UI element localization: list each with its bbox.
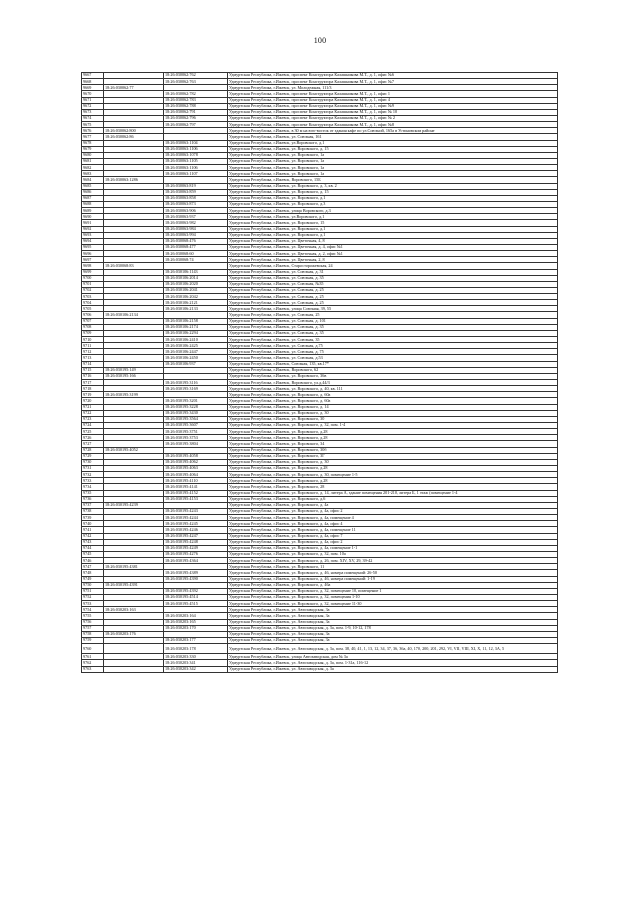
object-cadastral-number-cell: 18:26:030195:3201 (164, 398, 228, 404)
row-number-cell: 9741 (82, 527, 104, 533)
object-cadastral-number-cell: 18:26:030106:2042 (164, 294, 228, 300)
row-number-cell: 9745 (82, 551, 104, 557)
address-cell: Удмуртская Республика, г.Ижевск, ул. Автозаводская, д. 3а (228, 666, 558, 672)
address-cell: Удмуртская Республика, г.Ижевск, ул. Воровского, д. 40, кв. 111 (228, 386, 558, 392)
row-number-cell: 9697 (82, 257, 104, 263)
address-cell: Удмуртская Республика, г.Ижевск, ул. Союзная, д. 25 (228, 300, 558, 306)
cadastral-number-cell: 18:26:030203:176 (104, 631, 164, 637)
object-cadastral-number-cell: 18:26:030068:74 (164, 257, 228, 263)
object-cadastral-number-cell: 18:26:030195:3228 (164, 404, 228, 410)
address-cell: Удмуртская Республика, г.Ижевск, ул. Воровского, 15 (228, 220, 558, 226)
address-cell: Удмуртская Республика, г.Ижевск, ул. Воровского, д. 3, кв. 2 (228, 183, 558, 189)
address-cell: Удмуртская Республика, г.Ижевск, ул. Союзная, д. 25 (228, 287, 558, 293)
object-cadastral-number-cell: 18:26:030195:3564 (164, 416, 228, 422)
row-number-cell: 9669 (82, 85, 104, 91)
address-cell: Удмуртская Республика, г.Ижевск, проспект Конструктора Калашникова М.Т., д. 1, офис №6 (228, 73, 558, 79)
address-cell: Удмуртская Республика, г.Ижевск, ул. Союзная, 35 (228, 337, 558, 343)
object-cadastral-number-cell: 18:26:030195:3169 (164, 386, 228, 392)
row-number-cell: 9705 (82, 306, 104, 312)
row-number-cell: 9698 (82, 263, 104, 269)
cadastral-number-cell: 18:26:030195:4391 (104, 582, 164, 588)
row-number-cell: 9759 (82, 637, 104, 643)
row-number-cell: 9696 (82, 251, 104, 257)
cadastral-number-cell: 18:26:030195:149 (104, 367, 164, 373)
row-number-cell: 9730 (82, 459, 104, 465)
row-number-cell: 9731 (82, 466, 104, 472)
row-number-cell: 9702 (82, 287, 104, 293)
address-cell: Удмуртская Республика, г.Ижевск, ул. Воровского, д.1 (228, 195, 558, 201)
object-cadastral-number-cell: 18:26:030203:164 (164, 613, 228, 619)
row-number-cell: 9713 (82, 355, 104, 361)
address-cell: Удмуртская Республика, г.Ижевск, ул. Цветочная, 2, 8 (228, 257, 558, 263)
address-cell: Удмуртская Республика, г.Ижевск, улица Автозаводская, дом № 3а (228, 654, 558, 660)
object-cadastral-number-cell: 18:26:030106:2041 (164, 287, 228, 293)
row-number-cell: 9719 (82, 392, 104, 398)
object-cadastral-number-cell: 18:26:030063:873 (164, 201, 228, 207)
address-cell: Удмуртская Республика, г.Ижевск, ул. Воровского, д. 4а, офис 7 (228, 533, 558, 539)
address-cell: Удмуртская Республика, г.Ижевск, ул. Воровского, 1а (228, 171, 558, 177)
row-number-cell: 9721 (82, 404, 104, 410)
object-cadastral-number-cell: 18:26:030195:4276 (164, 551, 228, 557)
object-cadastral-number-cell: 18:26:030068:476 (164, 238, 228, 244)
object-cadastral-number-cell: 18:26:030106:2020 (164, 281, 228, 287)
row-number-cell: 9684 (82, 177, 104, 183)
row-number-cell: 9752 (82, 594, 104, 600)
address-cell: Удмуртская Республика, г.Ижевск, ул. Автозаводская, 3а (228, 613, 558, 619)
address-cell: Удмуртская Республика, г.Ижевск, ул.Воровского, д.1 (228, 214, 558, 220)
address-cell: Удмуртская Республика, г.Ижевск, Воровского, 15Б (228, 177, 558, 183)
object-cadastral-number-cell: 18:26:030106:2294 (164, 330, 228, 336)
row-number-cell: 9703 (82, 294, 104, 300)
address-cell: Удмуртская Республика, г.Ижевск, ул. Автозаводская, 3а (228, 631, 558, 637)
row-number-cell: 9753 (82, 601, 104, 607)
row-number-cell: 9688 (82, 201, 104, 207)
object-cadastral-number-cell: 18:26:030063:994 (164, 232, 228, 238)
row-number-cell: 9670 (82, 91, 104, 97)
row-number-cell: 9676 (82, 128, 104, 134)
row-number-cell: 9692 (82, 226, 104, 232)
object-cadastral-number-cell: 18:26:030203:177 (164, 637, 228, 643)
row-number-cell: 9715 (82, 367, 104, 373)
row-number-cell: 9739 (82, 515, 104, 521)
address-cell: Удмуртская Республика, г.Ижевск, ул. Воровского, д. 60а (228, 398, 558, 404)
address-cell: Удмуртская Республика, г.Ижевск, ул. Воровского, 28 (228, 484, 558, 490)
address-cell: Удмуртская Республика, г.Ижевск, ул.Воровского, д.1 (228, 140, 558, 146)
address-cell: Удмуртская Республика, г.Ижевск, ул. Воровского, д. 14, литера А, здание помещения 201-210, литера Б, 1 этаж (помещение 1-4 (228, 490, 558, 496)
row-number-cell: 9747 (82, 564, 104, 570)
row-number-cell: 9728 (82, 447, 104, 453)
row-number-cell: 9723 (82, 416, 104, 422)
address-cell: Удмуртская Республика, г.Ижевск, ул. Союзная, д.75 (228, 343, 558, 349)
object-cadastral-number-cell: 18:26:030203:178 (164, 644, 228, 654)
object-cadastral-number-cell: 18:26:030062:782 (164, 91, 228, 97)
row-number-cell: 9686 (82, 189, 104, 195)
row-number-cell: 9681 (82, 158, 104, 164)
object-cadastral-number-cell: 18:26:030195:4062 (164, 459, 228, 465)
row-number-cell: 9727 (82, 441, 104, 447)
address-cell: Удмуртская Республика, г.Ижевск, ул. Автозаводская, 3а (228, 607, 558, 613)
address-cell: Удмуртская Республика, г.Ижевск, ул. Воровского, д. 4а (228, 502, 558, 508)
object-cadastral-number-cell: 18:26:030063:1106 (164, 146, 228, 152)
object-cadastral-number-cell: 18:26:030106:2450 (164, 355, 228, 361)
cadastral-number-cell: 18:26:030195:3199 (104, 392, 164, 398)
address-cell: Удмуртская Республика, г.Ижевск, проспект Конструктора Калашникова М.Т., д. 1, офис № 10 (228, 109, 558, 115)
address-cell: Удмуртская Республика, г.Ижевск, ул. Воровского, д. 4а, офис 4 (228, 521, 558, 527)
object-cadastral-number-cell: 18:26:030106:2410 (164, 337, 228, 343)
object-cadastral-number-cell: 18:26:030195:3430 (164, 410, 228, 416)
object-cadastral-number-cell: 18:26:030203:341 (164, 660, 228, 666)
address-cell: Удмуртская Республика, г.Ижевск, ул. Воровского, д. 30 (228, 410, 558, 416)
row-number-cell: 9726 (82, 435, 104, 441)
address-cell: Удмуртская Республика, г.Ижевск, проспект Конструктора Калашникова М.Т., д. 1, офис 1 (228, 91, 558, 97)
address-cell: Удмуртская Республика, г.Ижевск, ул. Воровского, д. 60а (228, 392, 558, 398)
row-number-cell: 9725 (82, 429, 104, 435)
row-number-cell: 9700 (82, 275, 104, 281)
object-cadastral-number-cell: 18:26:030195:3753 (164, 435, 228, 441)
object-cadastral-number-cell: 18:26:030063:1104 (164, 140, 228, 146)
row-number-cell: 9677 (82, 134, 104, 140)
address-cell: Удмуртская Республика, г.Ижевск, ул. Воровского, д. 30, помещение 1-5 (228, 472, 558, 478)
object-cadastral-number-cell: 18:26:030195:4247 (164, 533, 228, 539)
cadastral-number-cell: 18:26:030195:4052 (104, 447, 164, 453)
address-cell: Удмуртская Республика, г.Ижевск, ул. Воровского, д. 30 (228, 459, 558, 465)
row-number-cell: 9742 (82, 533, 104, 539)
row-number-cell: 9673 (82, 109, 104, 115)
address-cell: Удмуртская Республика, г.Ижевск, ул. Воровского, д. 46а (228, 582, 558, 588)
property-register-table (81, 72, 558, 673)
cadastral-number-cell: 18:26:030203:163 (104, 607, 164, 613)
object-cadastral-number-cell: 18:26:030195:4058 (164, 453, 228, 459)
row-number-cell: 9678 (82, 140, 104, 146)
object-cadastral-number-cell: 18:26:030062:796 (164, 115, 228, 121)
object-cadastral-number-cell: 18:26:030195:4243 (164, 508, 228, 514)
address-cell: Удмуртская Республика, г.Ижевск, проспект Конструктора Калашникова М.Т., д. 1, офис № 2 (228, 115, 558, 121)
address-cell: Удмуртская Республика, г.Ижевск, ул. Воровского, 30б (228, 447, 558, 453)
address-cell: Удмуртская Республика, г.Ижевск, ул. Воровского, 1а (228, 165, 558, 171)
object-cadastral-number-cell: 18:26:030195:4153 (164, 496, 228, 502)
row-number-cell: 9722 (82, 410, 104, 416)
address-cell: Удмуртская Республика, г.Ижевск, ул. Воровского, д.6 (228, 496, 558, 502)
object-cadastral-number-cell: 18:26:030195:4514 (164, 594, 228, 600)
object-cadastral-number-cell: 18:26:030195:4244 (164, 515, 228, 521)
address-cell: Удмуртская Республика, г.Ижевск, Союзная, 135, кв.17* (228, 361, 558, 367)
address-cell: Удмуртская Республика, г.Ижевск, ул. Воровского, д.28 (228, 478, 558, 484)
address-cell: Удмуртская Республика, г.Ижевск, в 30 м на юго-восток от здания кафе по ул.Союзной, 165а в Устиновском районе (228, 128, 558, 134)
address-cell: Удмуртская Республика, г.Ижевск, проспект Конструктора Калашникова М.Т., д. 1, офис №8 (228, 122, 558, 128)
object-cadastral-number-cell: 18:26:030195:4110 (164, 478, 228, 484)
address-cell: Удмуртская Республика, г.Ижевск, ул. Молодежная, 111/3 (228, 85, 558, 91)
address-cell: Удмуртская Республика, г.Ижевск, улица Союзная, 39, 55 (228, 306, 558, 312)
address-cell: Удмуртская Республика, г.Ижевск, ул. Воровского, д. 32, помещение 10, помещение 1 (228, 588, 558, 594)
cadastral-number-cell: 18:26:030063:1286 (104, 177, 164, 183)
row-number-cell: 9714 (82, 361, 104, 367)
row-number-cell: 9736 (82, 496, 104, 502)
address-cell: Удмуртская Республика, г.Ижевск, ул. Воровского, д. 32, помещения 1-10 (228, 594, 558, 600)
object-cadastral-number-cell: 18:26:030195:4392 (164, 588, 228, 594)
address-cell: Удмуртская Республика, г.Ижевск, ул. Воровского, д. 4а, офис 2 (228, 508, 558, 514)
address-cell: Удмуртская Республика, г.Ижевск, Воровского, 62 (228, 367, 558, 373)
object-cadastral-number-cell: 18:26:030195:4389 (164, 570, 228, 576)
row-number-cell: 9751 (82, 588, 104, 594)
address-cell: Удмуртская Республика, г.Ижевск, Старосторожевская, 24 (228, 263, 558, 269)
address-cell: Удмуртская Республика, г.Ижевск, ул. Автозаводская, 3а (228, 619, 558, 625)
row-number-cell: 9709 (82, 330, 104, 336)
row-number-cell: 9762 (82, 660, 104, 666)
address-cell: Удмуртская Республика, г.Ижевск, ул. Автозаводская, д. 3а, пом. 1-9, 10-12, 178 (228, 625, 558, 631)
row-number-cell: 9680 (82, 152, 104, 158)
row-number-cell: 9689 (82, 208, 104, 214)
row-number-cell: 9756 (82, 619, 104, 625)
object-cadastral-number-cell: 18:26:030062:797 (164, 122, 228, 128)
object-cadastral-number-cell: 18:26:030106:937 (164, 361, 228, 367)
cadastral-number-cell: 18:26:030068:83 (104, 263, 164, 269)
object-cadastral-number-cell: 18:26:030063:858 (164, 195, 228, 201)
object-cadastral-number-cell: 18:26:030195:3804 (164, 441, 228, 447)
object-cadastral-number-cell: 18:26:030195:4063 (164, 466, 228, 472)
row-number-cell: 9729 (82, 453, 104, 459)
address-cell: Удмуртская Республика, г.Ижевск, ул. Воровского, д.1 (228, 226, 558, 232)
object-cadastral-number-cell: 18:26:030063:906 (164, 208, 228, 214)
object-cadastral-number-cell: 18:26:030106:2014 (164, 275, 228, 281)
address-cell: Удмуртская Республика, г.Ижевск, ул. Воровского, д. 26, пом. XIV, XV, 29, 39-42 (228, 558, 558, 564)
address-cell: Удмуртская Республика, г.Ижевск, ул. Союзная, д. 35 (228, 275, 558, 281)
object-cadastral-number-cell: 18:26:030062:791 (164, 109, 228, 115)
row-number-cell: 9744 (82, 545, 104, 551)
address-cell: Удмуртская Республика, г.Ижевск, ул. Воровского, 3Г (228, 453, 558, 459)
address-cell: Удмуртская Республика, г.Ижевск, ул. Союзная, д. 101 (228, 318, 558, 324)
row-number-cell: 9748 (82, 570, 104, 576)
object-cadastral-number-cell: 18:26:030203:330 (164, 654, 228, 660)
cadastral-number-cell: 18:26:030062:86 (104, 134, 164, 140)
row-number-cell: 9732 (82, 472, 104, 478)
object-cadastral-number-cell: 18:26:030106:2425 (164, 343, 228, 349)
row-number-cell: 9712 (82, 349, 104, 355)
address-cell: Удмуртская Республика, г.Ижевск, ул. Воровского, 34 (228, 441, 558, 447)
address-cell: Удмуртская Республика, г.Ижевск, ул. Союзная, д.53 (228, 355, 558, 361)
row-number-cell: 9707 (82, 318, 104, 324)
row-number-cell: 9746 (82, 558, 104, 564)
address-cell: Удмуртская Республика, г.Ижевск, ул. Цветочная, д. 4, офис №1 (228, 244, 558, 250)
row-number-cell: 9675 (82, 122, 104, 128)
address-cell: Удмуртская Республика, г.Ижевск, ул. Воровского, д. 32, пом. 1-4 (228, 423, 558, 429)
address-cell: Удмуртская Республика, г.Ижевск, ул. Воровского, д. 32, пом. 10а (228, 551, 558, 557)
object-cadastral-number-cell: 18:26:030195:4249 (164, 545, 228, 551)
object-cadastral-number-cell: 18:26:030106:2158 (164, 318, 228, 324)
address-cell: Удмуртская Республика, г.Ижевск, проспект Конструктора Калашникова М.Т., д. 1, офис №9 (228, 103, 558, 109)
row-number-cell: 9733 (82, 478, 104, 484)
address-cell: Удмуртская Республика, г.Ижевск, ул. Воровского, д. 4а, помещение 11 (228, 527, 558, 533)
cadastral-number-cell: 18:26:030195:166 (104, 373, 164, 379)
row-number-cell: 9693 (82, 232, 104, 238)
address-cell: Удмуртская Республика, г.Ижевск, ул. Цветочная, 4, 8 (228, 238, 558, 244)
address-cell: Удмуртская Республика, г.Ижевск, проспект Конструктора Калашникова М.Т., д. 1, офис №7 (228, 79, 558, 85)
row-number-cell: 9695 (82, 244, 104, 250)
object-cadastral-number-cell: 18:26:030203:342 (164, 666, 228, 672)
address-cell: Удмуртская Республика, г.Ижевск, ул. Союзная, 25 (228, 312, 558, 318)
object-cadastral-number-cell: 18:26:030106:2121 (164, 300, 228, 306)
object-cadastral-number-cell: 18:26:030062:762 (164, 73, 228, 79)
row-number-cell: 9755 (82, 613, 104, 619)
object-cadastral-number-cell: 18:26:030063:982 (164, 220, 228, 226)
object-cadastral-number-cell: 18:26:030062:763 (164, 79, 228, 85)
row-number-cell: 9735 (82, 490, 104, 496)
object-cadastral-number-cell: 18:26:030195:4248 (164, 539, 228, 545)
object-cadastral-number-cell: 18:26:030068:60 (164, 251, 228, 257)
address-cell: Удмуртская Республика, г.Ижевск, ул. Союзная, д. 35 (228, 324, 558, 330)
row-number-cell: 9763 (82, 666, 104, 672)
address-cell: Удмуртская Республика, г.Ижевск, ул. Воровского, д. 4а, помещение 4 (228, 515, 558, 521)
address-cell: Удмуртская Республика, г.Ижевск, ул. Воровского, д. 46, номера помещений: 1-19 (228, 576, 558, 582)
address-cell: Удмуртская Республика, г.Ижевск, ул. Воровского, д. 46, номера помещений: 26-50 (228, 570, 558, 576)
row-number-cell: 9737 (82, 502, 104, 508)
row-number-cell: 9701 (82, 281, 104, 287)
cadastral-number-cell: 18:26:030062:800 (104, 128, 164, 134)
row-number-cell: 9694 (82, 238, 104, 244)
row-number-cell: 9710 (82, 337, 104, 343)
object-cadastral-number-cell: 18:26:030195:4364 (164, 558, 228, 564)
cadastral-number-cell (104, 644, 164, 654)
row-number-cell: 9668 (82, 79, 104, 85)
cadastral-number-cell: 18:26:030062:77 (104, 85, 164, 91)
row-number-cell: 9704 (82, 300, 104, 306)
row-number-cell: 9672 (82, 103, 104, 109)
row-number-cell: 9667 (82, 73, 104, 79)
object-cadastral-number-cell: 18:26:030195:4245 (164, 521, 228, 527)
address-cell: Удмуртская Республика, г.Ижевск, ул. Воровского, 1а (228, 152, 558, 158)
address-cell: Удмуртская Республика, г.Ижевск, ул. Воровского, д. 15 (228, 146, 558, 152)
object-cadastral-number-cell: 18:26:030062:788 (164, 103, 228, 109)
address-cell: Удмуртская Республика, г.Ижевск, улица Воровского, д.3 (228, 208, 558, 214)
row-number-cell: 9761 (82, 654, 104, 660)
row-number-cell: 9691 (82, 220, 104, 226)
address-cell: Удмуртская Республика, г.Ижевск, ул. Союзная, д. 75 (228, 349, 558, 355)
object-cadastral-number-cell: 18:26:030063:937 (164, 214, 228, 220)
row-number-cell: 9685 (82, 183, 104, 189)
row-number-cell: 9687 (82, 195, 104, 201)
address-cell: Удмуртская Республика, г.Ижевск, ул. Автозаводская, 3а (228, 637, 558, 643)
object-cadastral-number-cell: 18:26:030195:3751 (164, 429, 228, 435)
object-cadastral-number-cell: 18:26:030106:2174 (164, 324, 228, 330)
object-cadastral-number-cell: 18:26:030203:170 (164, 625, 228, 631)
cadastral-number-cell: 18:26:030106:2134 (104, 312, 164, 318)
address-cell: Удмуртская Республика, г.Ижевск, ул. Воровского, 1а (228, 158, 558, 164)
object-cadastral-number-cell: 18:26:030106:2133 (164, 306, 228, 312)
address-cell: Удмуртская Республика, г.Ижевск, ул. Союзная, д. 31 (228, 269, 558, 275)
row-number-cell: 9720 (82, 398, 104, 404)
row-number-cell: 9750 (82, 582, 104, 588)
address-cell: Удмуртская Республика, г.Ижевск, ул. Воровского, 11 (228, 564, 558, 570)
row-number-cell: 9724 (82, 423, 104, 429)
row-number-cell: 9758 (82, 631, 104, 637)
row-number-cell: 9674 (82, 115, 104, 121)
row-number-cell: 9757 (82, 625, 104, 631)
object-cadastral-number-cell: 18:26:030195:3607 (164, 423, 228, 429)
object-cadastral-number-cell: 18:26:030063:819 (164, 183, 228, 189)
address-cell: Удмуртская Республика, г.Ижевск, ул. Цветочная, д. 2, офис №1 (228, 251, 558, 257)
address-cell: Удмуртская Республика, г.Ижевск, ул. Воровского, 36в (228, 373, 558, 379)
object-cadastral-number-cell: 18:26:030195:3116 (164, 380, 228, 386)
object-cadastral-number-cell: 18:26:030195:4152 (164, 490, 228, 496)
row-number-cell: 9671 (82, 97, 104, 103)
address-cell: Удмуртская Республика, г.Ижевск, ул. Автозаводская, д. 3а, пом. 1-31а, 116-12 (228, 660, 558, 666)
object-cadastral-number-cell: 18:26:030195:4390 (164, 576, 228, 582)
object-cadastral-number-cell: 18:26:030203:165 (164, 619, 228, 625)
page-number: 100 (313, 36, 327, 45)
row-number-cell: 9683 (82, 171, 104, 177)
object-cadastral-number-cell: 18:26:030063:1078 (164, 152, 228, 158)
address-cell: Удмуртская Республика, г.Ижевск, ул. Воровского, д.1 (228, 232, 558, 238)
address-cell: Удмуртская Республика, г.Ижевск, ул. Автозаводская, д. 3а, пом. 38, 40, 41, 1, 13, 12, 34, 37, 36, 36а, 40, 170, 200, 201, 292, VI, VII, VIII, XI, X, 11, 12, 3А, 5 (228, 644, 558, 654)
row-number-cell: 9690 (82, 214, 104, 220)
address-cell: Удмуртская Республика, г.Ижевск, ул. Воровского, д. 32, помещение 11-30 (228, 601, 558, 607)
cadastral-number-cell: 18:26:030195:4239 (104, 502, 164, 508)
row-number-cell: 9754 (82, 607, 104, 613)
address-cell: Удмуртская Республика, г.Ижевск, ул. Союзная, №35 (228, 281, 558, 287)
row-number-cell: 9760 (82, 644, 104, 654)
row-number-cell: 9711 (82, 343, 104, 349)
object-cadastral-number-cell: 18:26:030106:2447 (164, 349, 228, 355)
cadastral-number-cell (104, 666, 164, 672)
object-cadastral-number-cell: 18:26:030063:1107 (164, 171, 228, 177)
row-number-cell: 9738 (82, 508, 104, 514)
object-cadastral-number-cell: 18:26:030195:4515 (164, 601, 228, 607)
object-cadastral-number-cell: 18:26:030063:859 (164, 189, 228, 195)
object-cadastral-number-cell: 18:26:030195:4141 (164, 484, 228, 490)
address-cell: Удмуртская Республика, г.Ижевск, проспект Конструктора Калашникова М.Т., д. 1, офис 4 (228, 97, 558, 103)
cadastral-number-cell: 18:26:030195:4381 (104, 564, 164, 570)
row-number-cell: 9743 (82, 539, 104, 545)
object-cadastral-number-cell: 18:26:030106:1143 (164, 269, 228, 275)
register-body (82, 73, 558, 673)
row-number-cell: 9682 (82, 165, 104, 171)
row-number-cell: 9734 (82, 484, 104, 490)
row-number-cell: 9708 (82, 324, 104, 330)
object-cadastral-number-cell: 18:26:030063:984 (164, 226, 228, 232)
table-row (82, 644, 558, 654)
address-cell: Удмуртская Республика, г.Ижевск, ул. Воровского, 30 (228, 416, 558, 422)
address-cell: Удмуртская Республика, г.Ижевск, ул. Союзная, д. 35 (228, 330, 558, 336)
address-cell: Удмуртская Республика, г.Ижевск, ул. Воровского, д. 15 (228, 189, 558, 195)
address-cell: Удмуртская Республика, г.Ижевск, ул. Союзная, д. 25 (228, 294, 558, 300)
address-cell: Удмуртская Республика, г.Ижевск, Воровского, ул.д.44/3 (228, 380, 558, 386)
address-cell: Удмуртская Республика, г.Ижевск, ул. Воровского, д.28 (228, 466, 558, 472)
address-cell: Удмуртская Республика, г.Ижевск, ул. Воровского, д.28 (228, 429, 558, 435)
object-cadastral-number-cell: 18:26:030068:477 (164, 244, 228, 250)
row-number-cell: 9718 (82, 386, 104, 392)
table-row (82, 666, 558, 672)
row-number-cell: 9679 (82, 146, 104, 152)
row-number-cell: 9699 (82, 269, 104, 275)
address-cell: Удмуртская Республика, г.Ижевск, ул. Воровского, д.3 (228, 201, 558, 207)
object-cadastral-number-cell: 18:26:030062:783 (164, 97, 228, 103)
object-cadastral-number-cell: 18:26:030195:4064 (164, 472, 228, 478)
row-number-cell: 9717 (82, 380, 104, 386)
address-cell: Удмуртская Республика, г.Ижевск, ул. Воровского, д. 4а, помещение 1-1 (228, 545, 558, 551)
row-number-cell: 9740 (82, 521, 104, 527)
row-number-cell: 9716 (82, 373, 104, 379)
address-cell: Удмуртская Республика, г.Ижевск, ул. Союзная, 161 (228, 134, 558, 140)
object-cadastral-number-cell: 18:26:030195:4246 (164, 527, 228, 533)
object-cadastral-number-cell: 18:26:030063:1105 (164, 158, 228, 164)
address-cell: Удмуртская Республика, г.Ижевск, ул. Воровского, д.28 (228, 435, 558, 441)
object-cadastral-number-cell: 18:26:030063:1106 (164, 165, 228, 171)
address-cell: Удмуртская Республика, г.Ижевск, ул. Воровского, д. 14 (228, 404, 558, 410)
row-number-cell: 9749 (82, 576, 104, 582)
row-number-cell: 9706 (82, 312, 104, 318)
address-cell: Удмуртская Республика, г.Ижевск, ул. Воровского, д. 4а, офис 2 (228, 539, 558, 545)
